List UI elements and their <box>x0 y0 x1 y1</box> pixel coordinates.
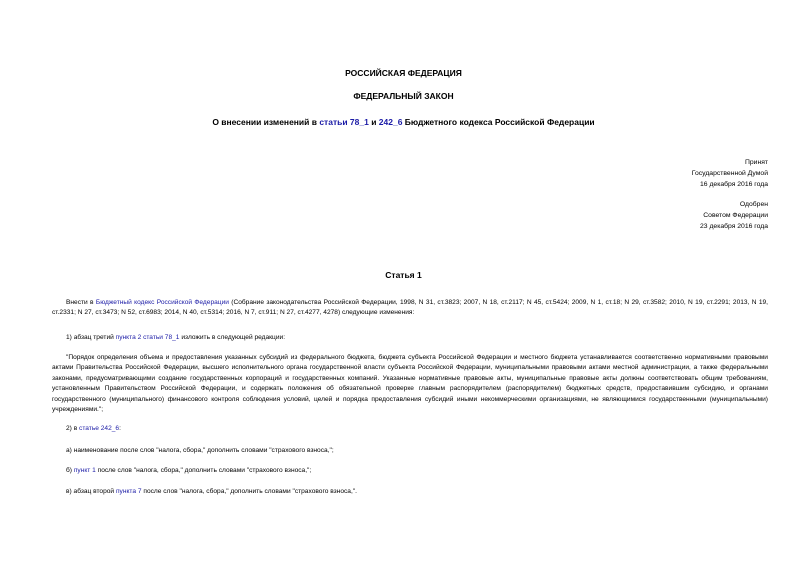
country-heading: РОССИЙСКАЯ ФЕДЕРАЦИЯ <box>345 68 462 78</box>
sub-b-link[interactable]: пункт 1 <box>73 467 96 474</box>
sub-c-text-post: после слов "налога, сбора," дополнить словами "страхового взноса,". <box>141 488 357 495</box>
item-2 <box>52 424 768 434</box>
title-link-article-78-1[interactable]: статьи 78_1 <box>319 117 369 127</box>
title-text-pre: О внесении изменений в <box>212 117 320 127</box>
approved-by: Советом Федерации <box>703 212 768 219</box>
accepted-by: Государственной Думой <box>691 170 768 177</box>
sub-b-text-pre: б) <box>66 467 74 474</box>
adoption-block <box>692 157 768 190</box>
sub-item-b <box>52 466 768 476</box>
sub-item-c <box>52 487 768 497</box>
accepted-date: 16 декабря 2016 года <box>700 181 768 188</box>
accepted-label: Принят <box>744 159 768 166</box>
approved-date: 23 декабря 2016 года <box>700 223 768 230</box>
sub-item-a: а) наименование после слов "налога, сбора," дополнить словами "страхового взноса,"; <box>66 447 334 454</box>
item1-link[interactable]: пункта 2 статьи 78_1 <box>115 334 180 341</box>
approved-label: Одобрен <box>739 201 768 208</box>
title-link-article-242-6[interactable]: 242_6 <box>378 117 403 127</box>
law-type-heading: ФЕДЕРАЛЬНЫЙ ЗАКОН <box>353 91 454 101</box>
item1-text-post: изложить в следующей редакции: <box>179 334 286 341</box>
item2-text-pre: 2) в <box>66 425 80 432</box>
law-title <box>0 117 807 127</box>
article-heading: Статья 1 <box>385 270 422 280</box>
intro-text-pre: Внести в <box>66 299 96 306</box>
title-text-mid: и <box>368 117 379 127</box>
sub-c-text-pre: в) абзац второй <box>66 488 116 495</box>
item-1 <box>52 333 768 343</box>
article-intro <box>52 298 768 319</box>
item2-link[interactable]: статье 242_6 <box>79 425 120 432</box>
sub-c-link[interactable]: пункта 7 <box>115 488 142 495</box>
approval-block <box>700 199 768 232</box>
item1-text-pre: 1) абзац третий <box>66 334 116 341</box>
title-text-post: Бюджетного кодекса Российской Федерации <box>402 117 595 127</box>
intro-text-post: (Собрание законодательства Российской Федерации, 1998, N 31, ст.3823; 2007, N 18, ст.2117; N 45, ст.5424; 2009, N 1, ст.18; N 29, ст.3582; 2010, N 19, ст.2291; 2013, N 19, ст.2331; N 27, ст.3473; N 52, ст.6983; 2014, N 40, ст.5314; 2016, N 7, ст.911; N 27, ст.4277, 4278) следующие изменения: <box>52 299 768 317</box>
quoted-text: "Порядок определения объема и предоставления указанных субсидий из федерального бюджета, бюджета субъекта Российской Федерации и местного бюджета устанавливается соответственно нормативными правовыми актами Правительства Российской Федерации, высшего исполнительного органа государственной власти субъекта Российской Федерации, муниципальными правовыми актами местной администрации, а также федеральными законами, предусматривающими создание государственных корпораций и государственных компаний. Указанные нормативные правовые акты, муниципальные правовые акты должны соответствовать общим требованиям, установленным Правительством Российской Федерации, и содержать положения об обязательной проверке главным распорядителем (распорядителем) бюджетных средств, предоставившим субсидию, и органами государственного (муниципального) финансового контроля соблюдения условий, целей и порядка предоставления субсидий иными некоммерческими организациями, не являющимися государственными (муниципальными) учреждениями."; <box>52 354 768 414</box>
sub-b-text-post: после слов "налога, сбора," дополнить словами "страхового взноса,"; <box>95 467 312 474</box>
budget-code-link[interactable]: Бюджетный кодекс Российской Федерации <box>95 299 229 306</box>
item2-text-post: : <box>119 425 121 432</box>
